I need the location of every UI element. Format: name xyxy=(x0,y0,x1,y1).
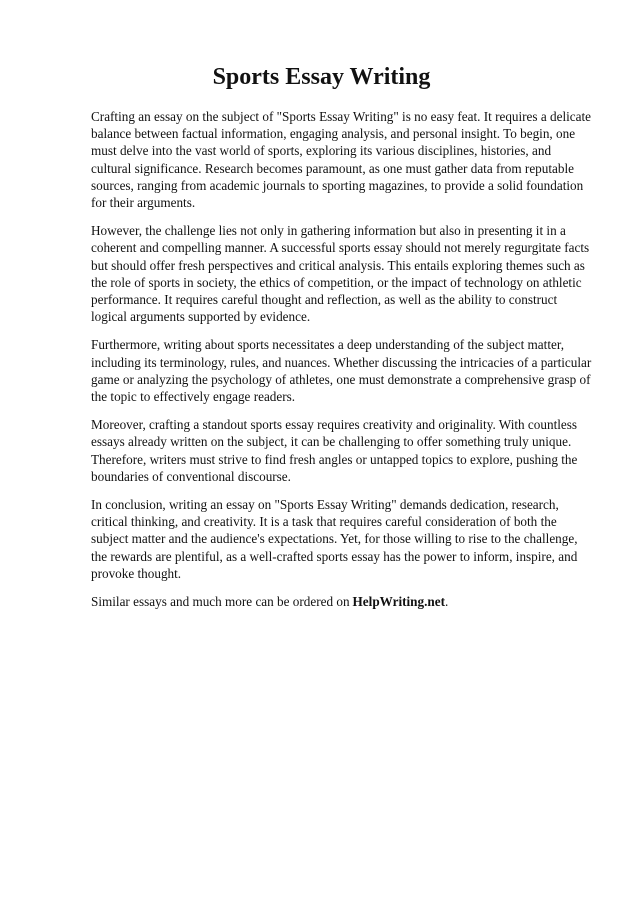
footer-line xyxy=(91,593,592,610)
footer-text: Similar essays and much more can be ordered on xyxy=(91,594,350,610)
paragraph-3: Furthermore, writing about sports necessitates a deep understanding of the subject matter, including its terminology, rules, and nuances. Whether discussing the intricacies of a particular game or analyzing the psychology of athletes, one must demonstrate a comprehensive grasp of the topic to effectively engage readers. xyxy=(91,337,592,405)
paragraph-1: Crafting an essay on the subject of "Sports Essay Writing" is no easy feat. It requires a delicate balance between factual information, engaging analysis, and personal insight. To begin, one must delve into the vast world of sports, exploring its various disciplines, histories, and cultural significance. Research becomes paramount, as one must gather data from reputable sources, ranging from academic journals to sporting magazines, to provide a solid foundation for their arguments. xyxy=(91,109,591,211)
document-title: Sports Essay Writing xyxy=(212,64,431,90)
paragraph-2: However, the challenge lies not only in gathering information but also in presenting it in a coherent and compelling manner. A successful sports essay should not merely regurgitate facts but should offer fresh perspectives and critical analysis. This entails exploring themes such as the role of sports in society, the ethics of competition, or the impact of technology on athletic performance. It requires careful thought and reflection, as well as the ability to construct logical arguments supported by evidence. xyxy=(91,223,590,325)
footer-suffix: . xyxy=(444,594,449,610)
paragraph-4: Moreover, crafting a standout sports essay requires creativity and originality. With countless essays already written on the subject, it can be challenging to offer something truly unique. Therefore, writers must strive to find fresh angles or untapped topics to explore, pushing the boundaries of conventional discourse. xyxy=(91,417,578,484)
paragraph-5: In conclusion, writing an essay on "Sports Essay Writing" demands dedication, research, critical thinking, and creativity. It is a task that requires careful consideration of both the subject matter and the audience's expectations. Yet, for those willing to rise to the challenge, the rewards are plentiful, as a well-crafted sports essay has the power to inform, inspire, and provoke thought. xyxy=(91,497,578,581)
helpwriting-link[interactable]: HelpWriting.net xyxy=(352,594,445,610)
